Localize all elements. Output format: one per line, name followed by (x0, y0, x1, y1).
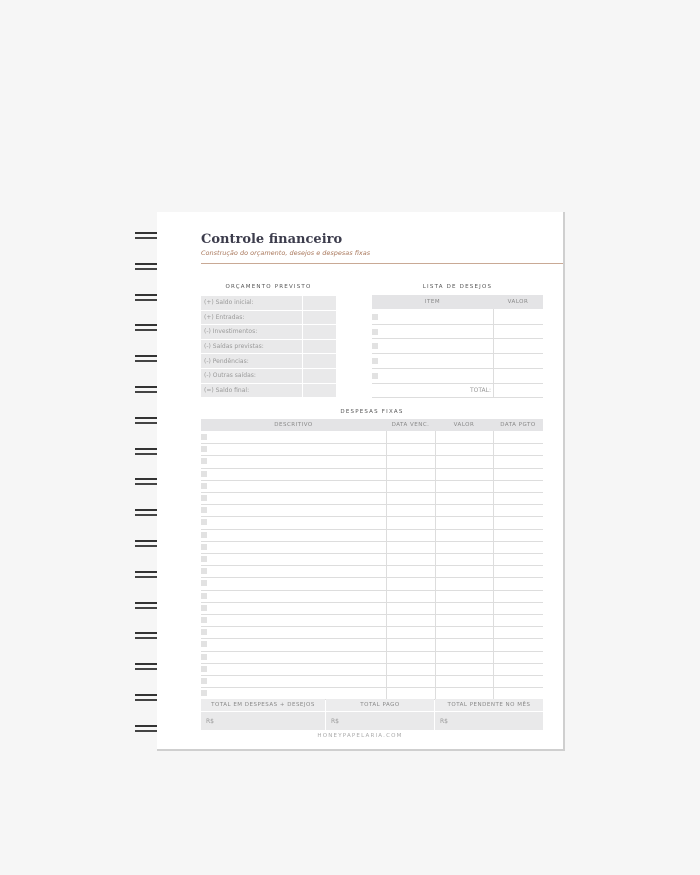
expense-checkbox[interactable] (201, 544, 207, 550)
total-expenses-value[interactable]: R$ (201, 712, 325, 730)
expense-row (201, 675, 543, 676)
planner-page (157, 212, 565, 751)
expense-checkbox[interactable] (201, 532, 207, 538)
expense-checkbox[interactable] (201, 471, 207, 477)
expense-row (201, 626, 543, 627)
expense-checkbox[interactable] (201, 654, 207, 660)
wishlist-checkbox[interactable] (372, 314, 378, 320)
wishlist-checkbox[interactable] (372, 343, 378, 349)
row-divider (372, 353, 543, 354)
budget-row-value[interactable] (303, 296, 336, 310)
expense-checkbox[interactable] (201, 605, 207, 611)
budget-row-label: (-) Saídas previstas: (201, 340, 302, 354)
row-divider (372, 324, 543, 325)
expense-row (201, 553, 543, 554)
expense-row (201, 590, 543, 591)
expense-checkbox[interactable] (201, 519, 207, 525)
expense-row (201, 614, 543, 615)
wishlist-checkbox[interactable] (372, 358, 378, 364)
expense-checkbox[interactable] (201, 593, 207, 599)
expense-checkbox[interactable] (201, 495, 207, 501)
expense-checkbox[interactable] (201, 678, 207, 684)
expense-row (201, 651, 543, 652)
fixed-expenses-title: DESPESAS FIXAS (340, 409, 404, 415)
col-descritivo: DESCRITIVO (201, 419, 386, 431)
expense-checkbox[interactable] (201, 666, 207, 672)
expense-row (201, 443, 543, 444)
wishlist-header-item: ITEM (372, 295, 493, 309)
row-divider (372, 397, 543, 398)
budget-row-value[interactable] (303, 340, 336, 354)
row-divider (372, 338, 543, 339)
expense-checkbox[interactable] (201, 458, 207, 464)
expense-row (201, 602, 543, 603)
total-pending-value[interactable]: R$ (435, 712, 543, 730)
expense-row (201, 516, 543, 517)
budget-row-label: (+) Saldo inicial: (201, 296, 302, 310)
expense-row (201, 504, 543, 505)
budget-row-label: (-) Investimentos: (201, 325, 302, 339)
total-paid-value[interactable]: R$ (326, 712, 434, 730)
budget-row-value[interactable] (303, 354, 336, 368)
expense-row (201, 638, 543, 639)
column-divider (435, 431, 436, 699)
budget-title: ORÇAMENTO PREVISTO (225, 284, 312, 290)
expense-checkbox[interactable] (201, 568, 207, 574)
col-data-venc: DATA VENC. (386, 419, 435, 431)
column-divider (386, 431, 387, 699)
budget-row-label: (-) Outras saídas: (201, 369, 302, 383)
expense-row (201, 663, 543, 664)
expense-checkbox[interactable] (201, 434, 207, 440)
expense-row (201, 480, 543, 481)
budget-row-label: (-) Pendências: (201, 354, 302, 368)
page-title: Controle financeiro (201, 232, 343, 247)
header-divider (201, 263, 563, 264)
column-divider (493, 431, 494, 699)
budget-row-label: (+) Entradas: (201, 311, 302, 325)
expense-row (201, 565, 543, 566)
wishlist-title: LISTA DE DESEJOS (422, 284, 493, 290)
expense-checkbox[interactable] (201, 556, 207, 562)
budget-row-value[interactable] (303, 311, 336, 325)
expense-checkbox[interactable] (201, 446, 207, 452)
column-divider (493, 309, 494, 397)
expense-row (201, 529, 543, 530)
budget-row-label: (=) Saldo final: (201, 384, 302, 398)
expense-row (201, 492, 543, 493)
budget-row-value[interactable] (303, 369, 336, 383)
wishlist-total-label: TOTAL: (469, 386, 491, 394)
col-valor: VALOR (435, 419, 493, 431)
expense-checkbox[interactable] (201, 690, 207, 696)
budget-row-value[interactable] (303, 325, 336, 339)
total-paid-header: TOTAL PAGO (326, 699, 434, 711)
wishlist-header-value: VALOR (493, 295, 543, 309)
expense-checkbox[interactable] (201, 629, 207, 635)
wishlist-checkbox[interactable] (372, 373, 378, 379)
col-data-pgto: DATA PGTO (493, 419, 543, 431)
expense-row (201, 687, 543, 688)
total-pending-header: TOTAL PENDENTE NO MÊS (435, 699, 543, 711)
expense-checkbox[interactable] (201, 580, 207, 586)
expense-checkbox[interactable] (201, 617, 207, 623)
budget-row-value[interactable] (303, 384, 336, 398)
expense-checkbox[interactable] (201, 507, 207, 513)
expense-checkbox[interactable] (201, 641, 207, 647)
total-expenses-header: TOTAL EM DESPESAS + DESEJOS (201, 699, 325, 711)
page-subtitle: Construção do orçamento, desejos e despesas fixas (201, 249, 371, 257)
expense-checkbox[interactable] (201, 483, 207, 489)
expense-row (201, 455, 543, 456)
expense-row (201, 577, 543, 578)
footer-website: HONEYPAPELARIA.COM (317, 733, 403, 739)
expense-row (201, 468, 543, 469)
row-divider (372, 368, 543, 369)
wishlist-checkbox[interactable] (372, 329, 378, 335)
expense-row (201, 541, 543, 542)
